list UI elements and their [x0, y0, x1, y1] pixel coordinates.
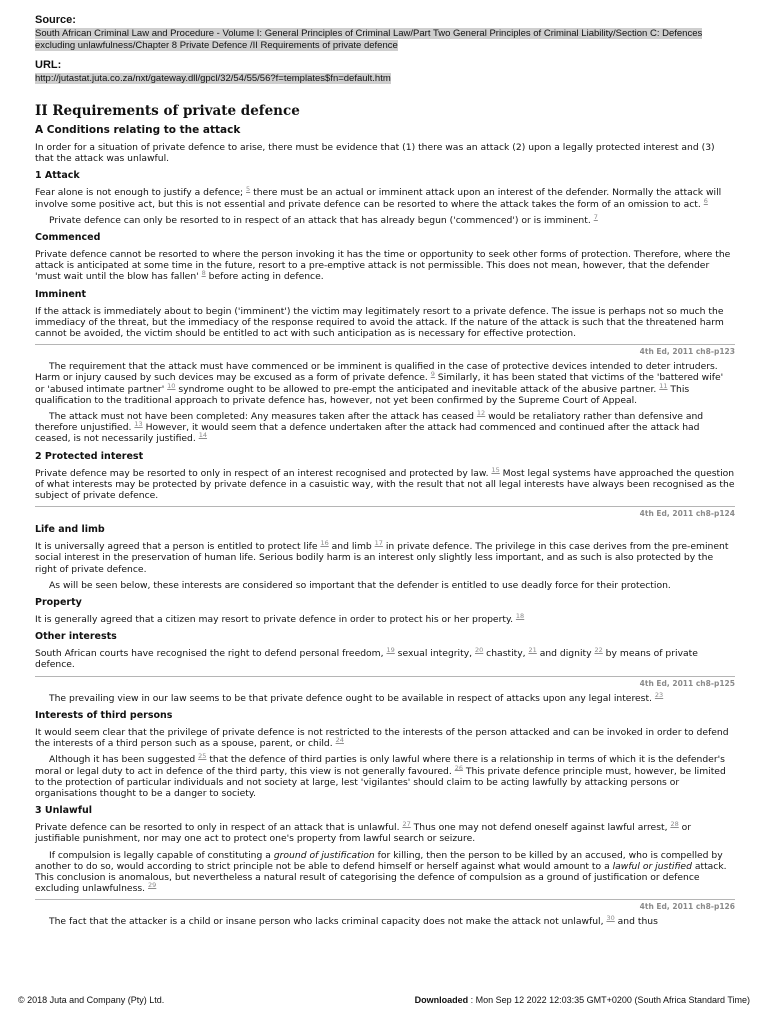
paragraph-requirement: The requirement that the attack must have commenced or be imminent is qualified in the case of protective devices intended to deter intruders. Harm or injury caused by such devices may be excused as a form of private defence. $^9$ Similarly, it has been stated that victims of the 'battered wife' or 'abused intimate partner' $^{10}$ syndrome ought to be allowed to pre-empt the anticipated and inevitable attack of the abusive partner. $^{11}$ This qualification to the traditional approach to private defence has, however, not yet been confirmed by the Supreme Court of Appeal.: [35, 361, 724, 406]
paragraph-attack-2: Private defence can only be resorted to in respect of an attack that has already begun ('commenced') or is imminent. $^7$: [49, 212, 598, 226]
source-path: [35, 28, 735, 52]
footnote-link[interactable]: 9: [430, 370, 435, 379]
paragraph-unlawful-2: If compulsion is legally capable of constituting a ground of justification for killing, then the person to be killed by an accused, who is compelled by another to do so, would according to strict principle not be able to defend himself or herself against what would amount to a lawful or justified attack. This conclusion is anomalous, but nevertheless a natural result of categorising the defence of compulsion as a ground of justification or defence excluding unlawfulness. $^{29}$: [35, 849, 727, 895]
intro-paragraph: In order for a situation of private defence to arise, there must be evidence that (1) there was an attack (2) upon a legally protected interest and (3) that the attack was unlawful.: [35, 142, 715, 165]
copyright-text: © 2018 Juta and Company (Pty) Ltd.: [18, 995, 165, 1005]
page-break-marker: 4th Ed, 2011 ch8-p126: [35, 899, 735, 911]
paragraph-completed: The attack must not have been completed: Any measures taken after the attack has ceased $^{12}$ would be retaliatory rather than defensive and therefore unjustified. $^{13}$ However, it would seem that a defence undertaken after the attack had commenced and continued after the attack had ceased, is not necessarily justified. $^{14}$: [35, 408, 704, 445]
paragraph-commenced: Private defence cannot be resorted to where the person invoking it has the time or opportunity to seek other forms of protection. Therefore, where the attack is anticipated at some time in the future, resort to a pre-emptive attack is not permissible. This does not mean, however, that the defender 'must wait until the blow has fallen' $^8$ before acting in defence.: [35, 249, 731, 283]
footnote-link[interactable]: 25: [198, 752, 207, 761]
footnote-link[interactable]: 27: [402, 820, 411, 829]
heading-imminent: Imminent: [35, 288, 87, 300]
paragraph-life-1: It is universally agreed that a person is entitled to protect life $^{16}$ and limb $^{17}$ in private defence. The privilege in this case derives from the pre-eminent social interest in the preservation of human life. Serious bodily harm is an interest only slightly less important, and as such is also protected by the right of private defence.: [35, 539, 729, 575]
footnote-link[interactable]: 18: [515, 612, 525, 621]
paragraph-imminent: If the attack is immediately about to begin ('imminent') the victim may legitimately resort to a private defence. The issue is perhaps not so much the immediacy of the threat, but the immediacy of the response required to avoid the attack. If the nature of the attack is such that the threatened harm cannot be avoided, the victim should be entitled to act with such anticipation as is necessary for effective protection.: [35, 305, 724, 340]
source-label: Source:: [35, 14, 76, 26]
footnote-link[interactable]: 13: [134, 420, 143, 429]
paragraph-property: It is generally agreed that a citizen may resort to private defence in order to protect his or her property. $^{18}$: [35, 612, 525, 626]
paragraph-attack-1: Fear alone is not enough to justify a defence; $^5$ there must be an actual or imminent attack upon an interest of the defender. Normally the attack will involve some positive act, but this is not essential and private defence can be resorted to where the attack takes the form of an omission to act. $^6$: [35, 185, 722, 210]
heading-unlawful: 3 Unlawful: [35, 805, 92, 817]
download-timestamp: Downloaded : Mon Sep 12 2022 12:03:35 GMT+0200 (South Africa Standard Time): [414, 995, 750, 1005]
footnote-link[interactable]: 5: [246, 185, 251, 194]
heading-life-and-limb: Life and limb: [35, 524, 105, 536]
subsection-title: A Conditions relating to the attack: [35, 124, 241, 136]
paragraph-unlawful-1: Private defence can be resorted to only in respect of an attack that is unlawful. $^{27}$ Thus one may not defend oneself against lawful arrest, $^{28}$ or justifiable punishment, nor may one act to protect one's property from lawful search or seizure.: [35, 820, 692, 845]
footnote-link[interactable]: 30: [606, 914, 615, 923]
url-label: URL:: [35, 59, 62, 71]
footnote-link[interactable]: 7: [593, 212, 598, 221]
footnote-link[interactable]: 6: [703, 196, 708, 205]
paragraph-protected-interest: Private defence may be resorted to only in respect of an interest recognised and protected by law. $^{15}$ Most legal systems have approached the question of what interests may be protected by private defence in a casuistic way, with the result that not all legal interests have always been recognised as the subject of private defence.: [35, 465, 735, 502]
url-block: [35, 59, 735, 85]
heading-commenced: Commenced: [35, 232, 101, 244]
url-value[interactable]: [35, 73, 735, 85]
footnote-link[interactable]: 26: [454, 763, 463, 772]
footnote-link[interactable]: 12: [476, 408, 486, 417]
footnote-link[interactable]: 10: [167, 381, 176, 390]
footnote-link[interactable]: 8: [201, 269, 206, 278]
page-break-marker: 4th Ed, 2011 ch8-p125: [35, 676, 735, 688]
source-path-line2: excluding unlawfulness/Chapter 8 Private Defence /II Requirements of private defence: [35, 40, 398, 51]
footnote-link[interactable]: 15: [491, 465, 500, 474]
section-title: II Requirements of private defence: [35, 103, 300, 119]
document-page: [35, 14, 735, 933]
page-break-marker: 4th Ed, 2011 ch8-p124: [35, 506, 735, 518]
footnote-link[interactable]: 19: [386, 646, 395, 655]
footnote-link[interactable]: 14: [198, 431, 208, 440]
paragraph-third-1: It would seem clear that the privilege of private defence is not restricted to the interests of the person attacked and can be invoked in order to defend the interests of a third person such as a spouse, parent, or child. $^{24}$: [35, 726, 729, 750]
source-path-line1: South African Criminal Law and Procedure - Volume I: General Principles of Criminal Law/Part Two General Principles of Criminal Liability/Section C: Defences: [35, 28, 703, 39]
footnote-link[interactable]: 28: [670, 820, 679, 829]
paragraph-prevailing: The prevailing view in our law seems to be that private defence ought to be available in respect of attacks upon any legal interest. $^{23}$: [49, 690, 664, 704]
url-link[interactable]: http://jutastat.juta.co.za/nxt/gateway.dll/gpcl/32/54/55/56?f=templates$fn=default.htm: [35, 73, 391, 84]
heading-property: Property: [35, 597, 82, 609]
paragraph-life-2: As will be seen below, these interests are considered so important that the defender is entitled to use deadly force for their protection.: [49, 579, 671, 591]
heading-attack: 1 Attack: [35, 170, 80, 182]
heading-third-persons: Interests of third persons: [35, 709, 173, 721]
source-block: [35, 14, 735, 52]
paragraph-other-interests: South African courts have recognised the right to defend personal freedom, $^{19}$ sexual integrity, $^{20}$ chastity, $^{21}$ and dignity $^{22}$ by means of private defence.: [35, 646, 698, 671]
paragraph-third-2: Although it has been suggested $^{25}$ that the defence of third parties is only lawful where there is a relationship in terms of which it is the defender's moral or legal duty to act in defence of the third party, this view is not generally favoured. $^{26}$ This private defence principle must, however, be limited to the protection of particular individuals and not society at large, lest 'vigilantes' should claim to be acting lawfully by attacking persons or organisations thought to be a danger to society.: [35, 752, 726, 799]
page-break-marker: 4th Ed, 2011 ch8-p123: [35, 344, 735, 356]
footnote-link[interactable]: 22: [594, 646, 603, 655]
footnote-link[interactable]: 20: [474, 646, 484, 655]
footnote-link[interactable]: 21: [528, 646, 537, 655]
footnote-link[interactable]: 11: [659, 381, 668, 390]
footnote-link[interactable]: 24: [335, 736, 344, 745]
footnote-link[interactable]: 16: [320, 539, 329, 548]
heading-protected-interest: 2 Protected interest: [35, 450, 144, 462]
footnote-link[interactable]: 23: [654, 690, 664, 699]
footnote-link[interactable]: 29: [148, 881, 157, 890]
paragraph-final: The fact that the attacker is a child or insane person who lacks criminal capacity does not make the attack not unlawful, $^{30}$ and thus: [49, 914, 658, 928]
footnote-link[interactable]: 17: [374, 539, 383, 548]
heading-other-interests: Other interests: [35, 631, 117, 643]
